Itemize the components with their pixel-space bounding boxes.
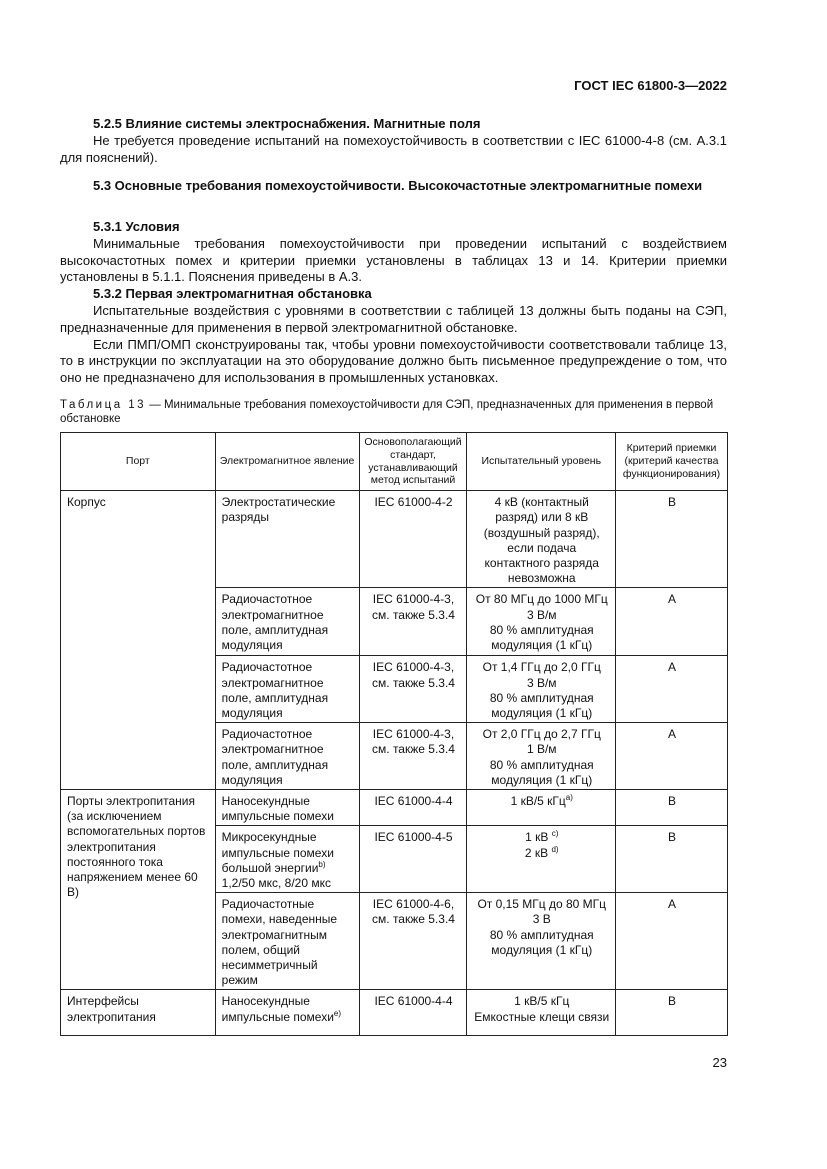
phenomenon-text: Микросекундные импульсные помехи большой энергии: [221, 830, 334, 875]
level-line: [473, 846, 610, 861]
phenomenon-cell: [215, 826, 359, 893]
criterion-cell: B: [616, 491, 728, 588]
phenomenon-text: Наносекундные импульсные помехи: [221, 994, 334, 1024]
level-line: От 0,15 МГц до 80 МГц: [477, 897, 607, 912]
header-phenomenon: Электромагнитное явление: [215, 433, 359, 491]
level-line: 3 В/м: [526, 607, 557, 622]
level-cell: [467, 588, 616, 656]
phenomenon-cell: Радиочастотное электромагнитное поле, амплитудная модуляция: [215, 588, 359, 656]
level-line: 1 В/м: [526, 742, 557, 757]
level-line: От 2,0 ГГц до 2,7 ГГц: [482, 727, 601, 742]
phenomenon-text: 1,2/50 мкс, 8/20 мкс: [221, 876, 331, 891]
table-row: [61, 790, 728, 826]
level-line: 3 В: [532, 912, 551, 927]
header-level: Испытательный уровень: [467, 433, 616, 491]
paragraph: Не требуется проведение испытаний на помехоустойчивость в соответствии с IEC 61000-4-8 (см. А.3.1 для пояснений).: [60, 132, 727, 165]
paragraph: Если ПМП/ОМП сконструированы так, чтобы уровни помехоустойчивости соответствовали таблице 13, то в инструкции по эксплуатации на это оборудование должно быть письменное предупреждение о том, что оно не предназначено для использования в промышленных установках.: [60, 336, 727, 386]
level-cell: [467, 826, 616, 893]
table-header-row: [61, 433, 728, 491]
criterion-cell: B: [616, 790, 728, 826]
level-line: 1 кВ/5 кГц: [514, 994, 570, 1009]
level-text: 1 кВ: [525, 830, 549, 845]
table-row: [61, 990, 728, 1036]
section-5-2-5: [60, 116, 727, 166]
level-cell: [467, 990, 616, 1036]
paragraph: Минимальные требования помехоустойчивости при проведении испытаний с воздействием высокочастотных помех и критерии приемки установлены в таблицах 13 и 14. Критерии приемки установлены в 5.1.1. Пояснения приведены в А.3.: [60, 235, 727, 285]
phenomenon-cell: Радиочастотные помехи, наведенные электромагнитным полем, общий несимметричный режим: [215, 893, 359, 990]
immunity-table: [60, 432, 728, 1036]
table-row: [61, 491, 728, 588]
level-text: 1 кВ/5 кГц: [510, 794, 566, 809]
section-title: 5.2.5 Влияние системы электроснабжения. Магнитные поля: [93, 116, 481, 131]
footnote-ref: a): [565, 793, 573, 803]
standard-cell: IEC 61000-4-4: [359, 790, 467, 826]
level-line: [473, 830, 610, 845]
level-line: 80 % амплитудная модуляция (1 кГц): [489, 690, 594, 721]
criterion-cell: B: [616, 990, 728, 1036]
phenomenon-cell: Электростатические разряды: [215, 491, 359, 588]
header-standard: Основополагающий стандарт, устанавливающий метод испытаний: [359, 433, 467, 491]
table-caption-text: — Минимальные требования помехоустойчивости для СЭП, предназначенных для применения в первой обстановке: [60, 399, 714, 425]
paragraph: Испытательные воздействия с уровнями в соответствии с таблицей 13 должны быть поданы на СЭП, предназначенные для применения в первой электромагнитной обстановке.: [60, 302, 727, 335]
criterion-cell: B: [616, 826, 728, 893]
footnote-ref: e): [333, 1008, 342, 1018]
footnote-ref: b): [318, 859, 326, 869]
page-number: 23: [712, 1055, 727, 1070]
level-cell: [467, 656, 616, 723]
standard-cell: IEC 61000-4-2: [359, 491, 467, 588]
section-5-3-1: [60, 219, 727, 387]
standard-cell: IEC 61000-4-4: [359, 990, 467, 1036]
standard-cell: IEC 61000-4-6, см. также 5.3.4: [359, 893, 467, 990]
criterion-cell: A: [616, 723, 728, 790]
header-criterion: Критерий приемки (критерий качества функционирования): [616, 433, 728, 491]
footnote-ref: c): [551, 829, 559, 839]
section-5-3: [60, 178, 727, 195]
level-cell: [467, 790, 616, 826]
level-line: 3 В/м: [526, 675, 557, 690]
section-title: 5.3.1 Условия: [93, 219, 180, 234]
standard-cell: IEC 61000-4-3, см. также 5.3.4: [359, 588, 467, 656]
level-line: От 80 МГц до 1000 МГц: [475, 592, 608, 607]
level-cell: [467, 893, 616, 990]
section-title: 5.3.2 Первая электромагнитная обстановка: [93, 286, 372, 302]
phenomenon-cell: Радиочастотное электромагнитное поле, амплитудная модуляция: [215, 656, 359, 723]
section-title: 5.3 Основные требования помехоустойчивости. Высокочастотные электромагнитные помехи: [93, 178, 703, 193]
level-cell: [467, 723, 616, 790]
table-caption: [60, 398, 727, 426]
header-port: Порт: [61, 433, 216, 491]
level-cell: 4 кВ (контактный разряд) или 8 кВ (воздушный разряд), если подача контактного разряда невозможна: [467, 491, 616, 588]
level-text: 2 кВ: [524, 845, 549, 860]
level-line: Емкостные клещи связи: [474, 1009, 610, 1024]
standard-cell: IEC 61000-4-5: [359, 826, 467, 893]
port-cell: Интерфейсы электропитания: [61, 990, 216, 1036]
port-cell: Порты электропитания (за исключением вспомогательных портов электропитания постоянного тока напряжением менее 60 В): [61, 790, 216, 990]
criterion-cell: A: [616, 588, 728, 656]
phenomenon-cell: Наносекундные импульсные помехи: [215, 790, 359, 826]
criterion-cell: A: [616, 893, 728, 990]
level-line: 80 % амплитудная модуляция (1 кГц): [489, 757, 594, 787]
phenomenon-cell: Радиочастотное электромагнитное поле, амплитудная модуляция: [215, 723, 359, 790]
footnote-ref: d): [551, 844, 559, 854]
table-caption-label: Таблица 13: [60, 399, 147, 411]
level-line: 80 % амплитудная модуляция (1 кГц): [489, 622, 594, 653]
document-header: ГОСТ IEC 61800-3—2022: [574, 78, 727, 93]
standard-cell: IEC 61000-4-3, см. также 5.3.4: [359, 656, 467, 723]
level-line: От 1,4 ГГц до 2,0 ГГц: [482, 660, 601, 675]
level-line: 80 % амплитудная модуляция (1 кГц): [489, 927, 594, 957]
criterion-cell: A: [616, 656, 728, 723]
standard-cell: IEC 61000-4-3, см. также 5.3.4: [359, 723, 467, 790]
phenomenon-cell: [215, 990, 359, 1036]
port-cell: Корпус: [61, 491, 216, 790]
